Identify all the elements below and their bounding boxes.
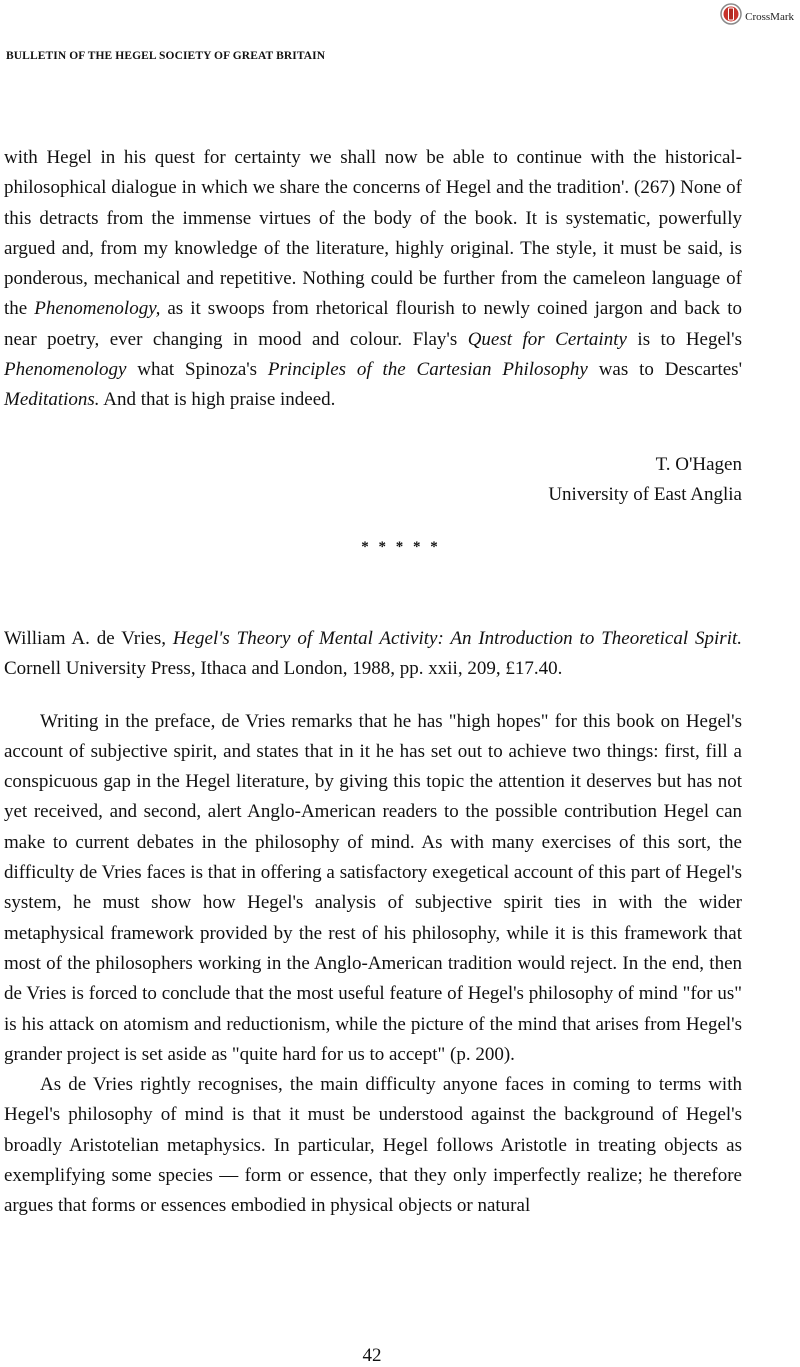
page-number: 42 bbox=[362, 1345, 382, 1366]
journal-header: BULLETIN OF THE HEGEL SOCIETY OF GREAT BRITAIN bbox=[6, 50, 326, 62]
crossmark-icon bbox=[720, 3, 742, 30]
crossmark-label: CrossMark bbox=[745, 10, 794, 23]
crossmark-badge[interactable] bbox=[720, 3, 794, 30]
section-separator: * * * * * bbox=[361, 538, 441, 555]
reviewer-name: T. O'Hagen bbox=[655, 453, 742, 475]
reviewer-affiliation: University of East Anglia bbox=[548, 483, 742, 505]
review1-paragraph: with Hegel in his quest for certainty we shall now be able to continue with the historical-philosophical dialogue in which we share the concerns of Hegel and the tradition'. (267) None of this detracts from the immense virtues of the body of the book. It is systematic, powerfully argued and, from my knowledge of the literature, highly original. The style, it must be said, is ponderous, mechanical and repetitive. Nothing could be further from the cameleon language of the Phenomenology, as it swoops from rhetorical flourish to newly coined jargon and back to near poetry, ever changing in mood and colour. Flay's Quest for Certainty is to Hegel's Phenomenology what Spinoza's Principles of the Cartesian Philosophy was to Descartes' Meditations. And that is high praise indeed. bbox=[4, 147, 743, 411]
page-body bbox=[4, 143, 742, 1222]
review2-paragraph-1: Writing in the preface, de Vries remarks that he has "high hopes" for this book on Hegel's account of subjective spirit, and states that in it he has set out to achieve two things: first, fill a conspicuous gap in the Hegel literature, by giving this topic the attention it deserves but has not yet received, and second, alert Anglo-American readers to the possible contribution Hegel can make to current debates in the philosophy of mind. As with many exercises of this sort, the difficulty de Vries faces is that in offering a satisfactory exegetical account of this part of Hegel's system, he must show how Hegel's analysis of subjective spirit ties in with the wider metaphysical framework provided by the rest of his philosophy, while it is this framework that most of the philosophers working in the Anglo-American tradition would reject. In the end, then de Vries is forced to conclude that the most useful feature of Hegel's philosophy of mind "for us" is his attack on atomism and reductionism, while the picture of the mind that arises from Hegel's grander project is set aside as "quite hard for us to accept" (p. 200). bbox=[4, 710, 742, 1065]
review2-citation: William A. de Vries, Hegel's Theory of Mental Activity: An Introduction to Theoretical Spirit. Cornell University Press, Ithaca and London, 1988, pp. xxii, 209, £17.40. bbox=[4, 627, 743, 680]
review1-signature bbox=[4, 450, 742, 510]
review2-paragraph-2: As de Vries rightly recognises, the main difficulty anyone faces in coming to terms with Hegel's philosophy of mind is that it must be understood against the background of Hegel's broadly Aristotelian metaphysics. In particular, Hegel follows Aristotle in treating objects as exemplifying some species — form or essence, that they only imperfectly realize; he therefore argues that forms or essences embodied in physical objects or natural bbox=[4, 1074, 742, 1217]
